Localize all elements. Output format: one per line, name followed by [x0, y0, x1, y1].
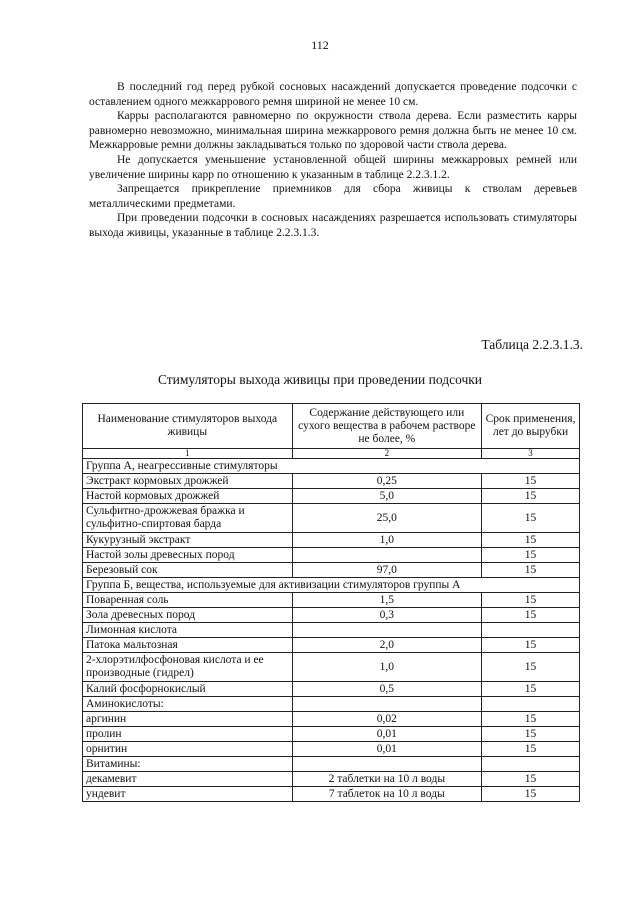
cell-content: [292, 623, 482, 638]
column-number-row: [83, 449, 580, 459]
group-a-title: Группа А, неагрессивные стимуляторы: [83, 459, 580, 474]
cell-term: 15: [482, 682, 580, 697]
group-b-section: [83, 578, 580, 802]
column-number: 3: [482, 449, 580, 459]
cell-name: Лимонная кислота: [83, 623, 293, 638]
table-row: [83, 563, 580, 578]
cell-name: Зола древесных пород: [83, 608, 293, 623]
cell-name: орнитин: [83, 742, 293, 757]
cell-content: 7 таблеток на 10 л воды: [292, 787, 482, 802]
cell-name: пролин: [83, 727, 293, 742]
group-b-row: [83, 578, 580, 593]
cell-name: Настой золы древесных пород: [83, 548, 293, 563]
cell-content: 2 таблетки на 10 л воды: [292, 772, 482, 787]
cell-term: [482, 757, 580, 772]
cell-name: Аминокислоты:: [83, 697, 293, 712]
cell-term: 15: [482, 712, 580, 727]
cell-name: Сульфитно-дрожжевая бражка и сульфитно-спиртовая барда: [83, 504, 293, 533]
table-header-row: [83, 404, 580, 449]
stimulators-table: [82, 403, 580, 802]
table-row: [83, 504, 580, 533]
table-row: [83, 474, 580, 489]
cell-name: Поваренная соль: [83, 593, 293, 608]
cell-term: [482, 623, 580, 638]
cell-content: 1,5: [292, 593, 482, 608]
cell-content: 0,01: [292, 727, 482, 742]
cell-term: 15: [482, 489, 580, 504]
table-row: [83, 757, 580, 772]
cell-term: 15: [482, 787, 580, 802]
paragraph: Не допускается уменьшение установленной общей ширины межкарровых ремней или увеличение ширины карр по отношению к указанным в таблице 2.2.3.1.2.: [89, 153, 577, 181]
table-row: [83, 697, 580, 712]
header-name: Наименование стимуляторов выхода живицы: [83, 404, 293, 449]
table-row: [83, 653, 580, 682]
cell-name: Экстракт кормовых дрожжей: [83, 474, 293, 489]
cell-name: 2-хлорэтилфосфоновая кислота и ее производные (гидрел): [83, 653, 293, 682]
cell-term: 15: [482, 474, 580, 489]
paragraph: В последний год перед рубкой сосновых насаждений допускается проведение подсочки с оставлением одного межкаррового ремня шириной не менее 10 см.: [89, 81, 577, 108]
cell-name: декамевит: [83, 772, 293, 787]
cell-name: Кукурузный экстракт: [83, 533, 293, 548]
table-label: Таблица 2.2.3.1.3.: [481, 337, 583, 352]
cell-content: [292, 548, 482, 563]
cell-name: Витамины:: [83, 757, 293, 772]
table-row: [83, 489, 580, 504]
cell-term: 15: [482, 548, 580, 563]
table-row: [83, 623, 580, 638]
table-row: [83, 727, 580, 742]
cell-content: 1,0: [292, 653, 482, 682]
table-row: [83, 742, 580, 757]
table-row: [83, 593, 580, 608]
body-text: [89, 80, 577, 241]
table-row: [83, 682, 580, 697]
cell-content: 0,25: [292, 474, 482, 489]
cell-content: [292, 697, 482, 712]
cell-term: 15: [482, 772, 580, 787]
cell-content: 0,3: [292, 608, 482, 623]
cell-term: 15: [482, 504, 580, 533]
cell-name: Патока мальтозная: [83, 638, 293, 653]
table-row: [83, 712, 580, 727]
cell-name: Калий фосфорнокислый: [83, 682, 293, 697]
paragraph: Запрещается прикрепление приемников для сбора живицы к стволам деревьев металлическими предметами.: [89, 183, 577, 210]
cell-content: 1,0: [292, 533, 482, 548]
column-number: 1: [83, 449, 293, 459]
cell-content: 2,0: [292, 638, 482, 653]
cell-term: 15: [482, 593, 580, 608]
group-a-row: [83, 459, 580, 474]
cell-name: ундевит: [83, 787, 293, 802]
cell-name: Настой кормовых дрожжей: [83, 489, 293, 504]
page-number: 112: [311, 38, 329, 52]
cell-content: 0,02: [292, 712, 482, 727]
header-term: Срок применения, лет до вырубки: [482, 404, 580, 449]
column-number: 2: [292, 449, 482, 459]
paragraph: При проведении подсочки в сосновых насаждениях разрешается использовать стимуляторы выхода живицы, указанные в таблице 2.2.3.1.3.: [89, 212, 577, 239]
cell-name: Березовый сок: [83, 563, 293, 578]
cell-term: 15: [482, 727, 580, 742]
cell-term: [482, 697, 580, 712]
cell-name: аргинин: [83, 712, 293, 727]
table-row: [83, 772, 580, 787]
cell-content: 0,5: [292, 682, 482, 697]
cell-content: 0,01: [292, 742, 482, 757]
table-row: [83, 548, 580, 563]
cell-term: 15: [482, 638, 580, 653]
cell-term: 15: [482, 608, 580, 623]
paragraph: Карры располагаются равномерно по окружности ствола дерева. Если разместить карры равномерно невозможно, минимальная ширина межкаррового ремня должна быть не менее 10 см. Межкарровые ремни должны закладываться только по здоровой части ствола дерева.: [89, 110, 577, 152]
group-a-section: [83, 459, 580, 578]
table-row: [83, 638, 580, 653]
table-row: [83, 608, 580, 623]
table-row: [83, 533, 580, 548]
header-content: Содержание действующего или сухого вещества в рабочем растворе не более, %: [292, 404, 482, 449]
cell-content: [292, 757, 482, 772]
cell-term: 15: [482, 533, 580, 548]
cell-content: 5,0: [292, 489, 482, 504]
cell-content: 97,0: [292, 563, 482, 578]
table-title: Стимуляторы выхода живицы при проведении подсочки: [157, 372, 483, 387]
cell-term: 15: [482, 653, 580, 682]
group-b-title: Группа Б, вещества, используемые для активизации стимуляторов группы А: [83, 578, 580, 593]
cell-content: 25,0: [292, 504, 482, 533]
cell-term: 15: [482, 563, 580, 578]
cell-term: 15: [482, 742, 580, 757]
table-row: [83, 787, 580, 802]
